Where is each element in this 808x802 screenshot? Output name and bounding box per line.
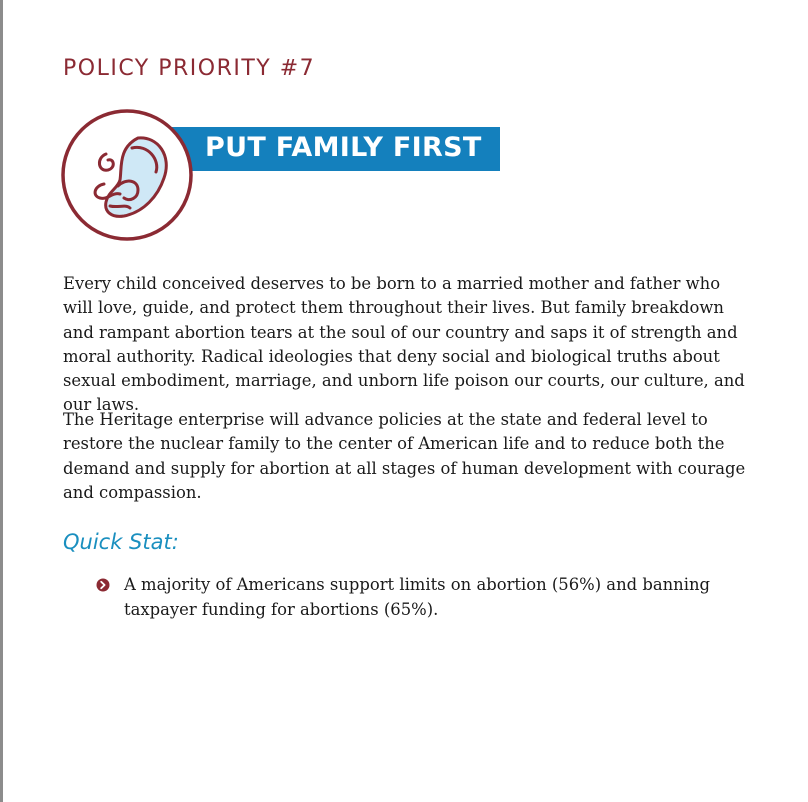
title-banner [170,127,500,171]
policy-kicker: POLICY PRIORITY #7 [63,56,316,81]
quick-stat-text: A majority of Americans support limits on abortion (56%) and banning taxpayer funding for abortions (65%). [124,575,710,619]
body-paragraph-2: The Heritage enterprise will advance policies at the state and federal level to restore the nuclear family to the center of American life and to reduce both the demand and supply for abortion at all stages of human development with courage and compassion. [63,410,746,502]
page-title: PUT FAMILY FIRST [205,132,482,163]
quick-stat-heading: Quick Stat: [63,530,179,554]
arrow-circle-icon [96,577,110,591]
fetus-icon [60,108,194,242]
body-paragraph-1: Every child conceived deserves to be born to a married mother and father who will love, guide, and protect them throughout their lives. But family breakdown and rampant abortion tears at the soul of our country and saps it of strength and moral authority. Radical ideologies that deny social and biological truths about sexual embodiment, marriage, and unborn life poison our courts, our culture, and our laws. [63,274,745,415]
page-edge [0,0,3,802]
